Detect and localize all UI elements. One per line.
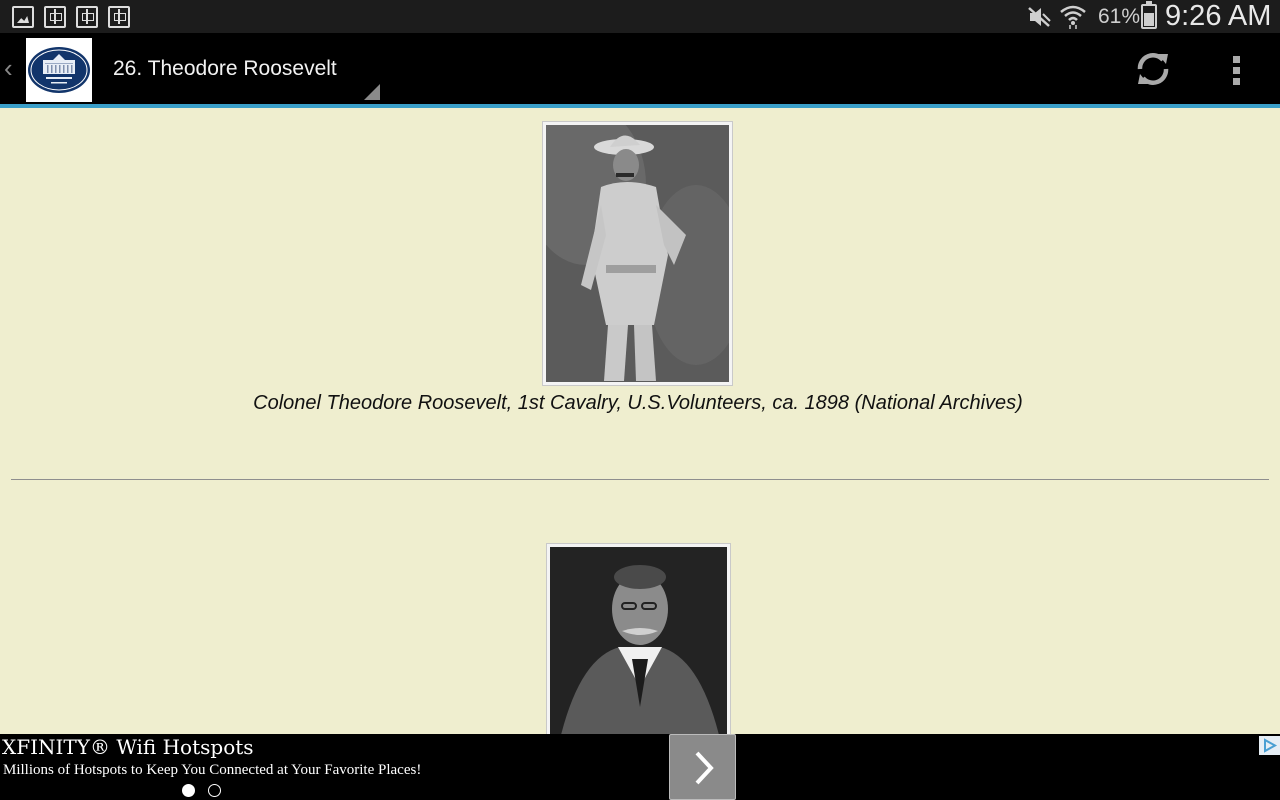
overflow-dot bbox=[1233, 67, 1240, 74]
mute-icon bbox=[1027, 6, 1051, 28]
chevron-right-icon bbox=[670, 735, 737, 800]
ad-title[interactable]: XFINITY® Wifi Hotspots bbox=[2, 735, 254, 759]
gallery-icon bbox=[12, 6, 34, 28]
overflow-dot bbox=[1233, 56, 1240, 63]
ad-next-button[interactable] bbox=[669, 734, 736, 800]
up-navigation-chevron-icon[interactable]: ‹ bbox=[4, 53, 13, 83]
spinner-dropdown-triangle-icon[interactable] bbox=[364, 84, 380, 100]
refresh-icon[interactable] bbox=[1132, 48, 1174, 90]
action-bar bbox=[0, 33, 1280, 105]
photo-image bbox=[546, 125, 729, 382]
white-house-seal-icon[interactable] bbox=[26, 38, 92, 102]
divider bbox=[11, 479, 1269, 480]
page-title[interactable]: 26. Theodore Roosevelt bbox=[113, 57, 337, 80]
portrait-photo-roosevelt-bust[interactable] bbox=[546, 543, 731, 734]
ad-choices-icon[interactable] bbox=[1259, 736, 1280, 755]
photo-image bbox=[550, 547, 727, 734]
battery-icon bbox=[1141, 4, 1157, 29]
status-bar bbox=[0, 0, 1280, 33]
photo-caption: Colonel Theodore Roosevelt, 1st Cavalry, U.S.Volunteers, ca. 1898 (National Archives) bbox=[253, 392, 1023, 414]
book-icon bbox=[108, 6, 130, 28]
portrait-photo-colonel-roosevelt[interactable] bbox=[542, 121, 733, 386]
ad-page-dot[interactable] bbox=[208, 784, 221, 797]
ad-page-dot-active[interactable] bbox=[182, 784, 195, 797]
book-icon bbox=[76, 6, 98, 28]
ad-subtitle[interactable]: Millions of Hotspots to Keep You Connected at Your Favorite Places! bbox=[3, 762, 422, 778]
battery-percentage: 61% bbox=[1098, 5, 1141, 28]
wifi-icon bbox=[1059, 3, 1087, 29]
content-area[interactable] bbox=[0, 108, 1280, 734]
clock: 9:26 AM bbox=[1165, 0, 1272, 32]
overflow-menu-icon[interactable] bbox=[1225, 50, 1249, 90]
battery-level-fill bbox=[1144, 13, 1154, 26]
overflow-dot bbox=[1233, 78, 1240, 85]
ad-banner[interactable] bbox=[0, 734, 1280, 800]
book-icon bbox=[44, 6, 66, 28]
